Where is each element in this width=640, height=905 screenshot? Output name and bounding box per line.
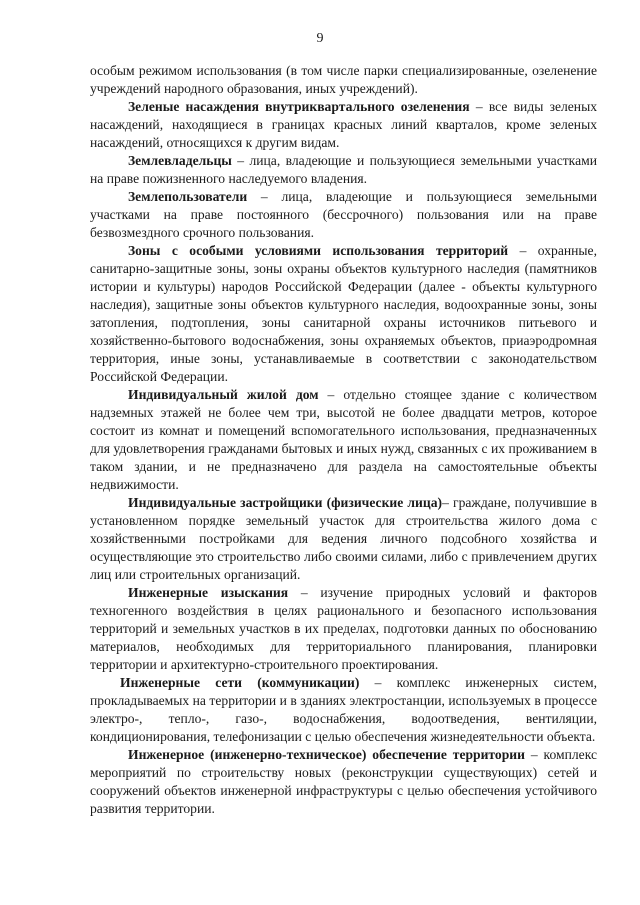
paragraph-continuation <box>90 62 597 98</box>
definition-term: Зеленые насаждения внутриквартального озеленения <box>128 99 470 114</box>
definition-term: Инженерное (инженерно-техническое) обеспечение территории <box>128 747 525 762</box>
definition-term: Инженерные изыскания <box>128 585 289 600</box>
document-body <box>90 62 597 818</box>
definition-inzhenernye-seti <box>90 674 597 746</box>
definition-text: – изучение природных условий и факторов техногенного воздействия в целях рационального и безопасного использования территорий и земельных участков в их пределах, подготовки данных по обоснованию материалов, необходимых для территориального планирования, планировки территории и архитектурно-строительного проектирования. <box>90 585 597 672</box>
definition-term: Индивидуальный жилой дом <box>128 387 319 402</box>
definition-individualnyi-zhiloi-dom <box>90 386 597 494</box>
definition-text: – комплекс мероприятий по строительству новых (реконструкции существующих) сетей и сооружений объектов инженерной инфраструктуры с целью обеспечения устойчивого развития территории. <box>90 747 597 816</box>
definition-zemlepolzovateli <box>90 188 597 242</box>
definition-term: Инженерные сети (коммуникации) <box>120 675 360 690</box>
page-number: 9 <box>316 31 324 46</box>
definition-term: Землепользователи <box>128 189 248 204</box>
definition-text: – все виды зеленых насаждений, находящиеся в границах красных линий кварталов, кроме зеленых насаждений, относящихся к другим видам. <box>90 99 597 150</box>
paragraph-text: особым режимом использования (в том числе парки специализированные, озеленение учреждений народного образования, иных учреждений). <box>90 63 597 96</box>
definition-text: – граждане, получившие в установленном порядке земельный участок для строительства жилого дома с хозяйственными постройками для ведения личного подсобного хозяйства и осуществляющие это строительство либо своими силами, либо с привлечением других лиц или строительных организаций. <box>90 495 597 582</box>
definition-text: – лица, владеющие и пользующиеся земельными участками на праве пожизненного наследуемого владения. <box>90 153 597 186</box>
definition-zemlevladeltsy <box>90 152 597 188</box>
definition-text: – охранные, санитарно-защитные зоны, зоны охраны объектов культурного наследия (памятников истории и культуры) народов Российской Федерации (далее - объекты культурного наследия), защитные зоны объектов культурного наследия, водоохранные зоны, зоны затопления, подтопления, зоны санитарной охраны источников питьевого и хозяйственно-бытового водоснабжения, зоны охраняемых объектов, приаэродромная территория, иные зоны, устанавливаемые в соответствии с законодательством Российской Федерации. <box>90 243 597 384</box>
definition-inzhenernoe-obespechenie <box>90 746 597 818</box>
definition-term: Землевладельцы <box>128 153 232 168</box>
definition-inzhenernye-izyskaniya <box>90 584 597 674</box>
definition-zelenye-nasazhdeniya <box>90 98 597 152</box>
definition-term: Индивидуальные застройщики (физические лица) <box>128 495 443 510</box>
definition-zony-s-osobymi-usloviyami <box>90 242 597 386</box>
definition-text: – отдельно стоящее здание с количеством надземных этажей не более чем три, высотой не более двадцати метров, которое состоит из комнат и помещений вспомогательного использования, предназначенных для удовлетворения гражданами бытовых и иных нужд, связанных с их проживанием в таком здании, и не предназначено для раздела на самостоятельные объекты недвижимости. <box>90 387 597 492</box>
definition-text: – лица, владеющие и пользующиеся земельными участками на праве постоянного (бессрочного) пользования или на праве безвозмездного срочного пользования. <box>90 189 597 240</box>
definition-individualnye-zastroishchiki <box>90 494 597 584</box>
definition-text: – комплекс инженерных систем, прокладываемых на территории и в зданиях электростанции, используемых в процессе электро-, тепло-, газо-, водоснабжения, водоотведения, вентиляции, кондиционирования, телефонизации с целью обеспечения жизнедеятельности объекта. <box>90 675 597 744</box>
definition-term: Зоны с особыми условиями использования территорий <box>128 243 509 258</box>
